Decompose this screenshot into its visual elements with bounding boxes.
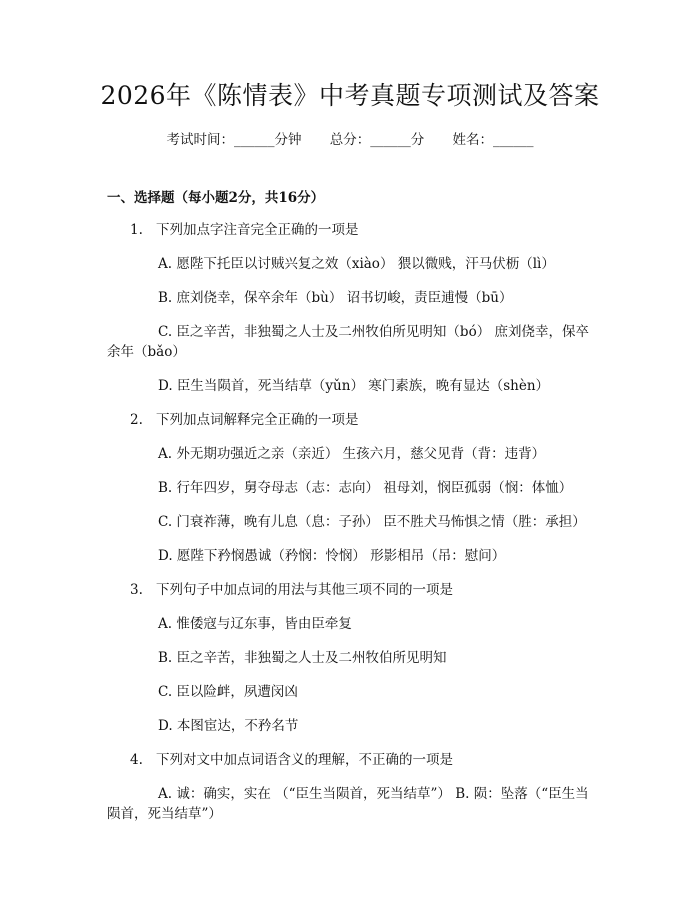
question-number: 4. xyxy=(130,752,143,768)
question-option: A. 愿陛下托臣以讨贼兴复之效（xiào） 猥以微贱，汗马伏枥（lì） xyxy=(158,256,555,272)
question-text: 下列加点词解释完全正确的一项是 xyxy=(156,412,359,428)
exam-time-field: 考试时间：______分钟 xyxy=(166,132,302,148)
question-option: C. 臣之辛苦，非独蜀之人士及二州牧伯所见明知（bó） 庶刘侥幸，保卒余年（bǎo） xyxy=(107,324,589,360)
question-3 xyxy=(107,580,602,736)
question-stem xyxy=(107,580,602,600)
question-stem xyxy=(107,220,602,240)
exam-meta xyxy=(0,130,700,150)
question-option: C. 臣以险衅，夙遭闵凶 xyxy=(158,684,298,700)
section-heading: 一、选择题（每小题2分，共16分） xyxy=(107,190,325,206)
question-option: B. 庶刘侥幸，保卒余年（bù） 诏书切峻，责臣逋慢（bū） xyxy=(158,290,513,306)
question-4 xyxy=(107,750,602,824)
question-text: 下列对文中加点词语含义的理解，不正确的一项是 xyxy=(156,752,453,768)
question-text: 下列句子中加点词的用法与其他三项不同的一项是 xyxy=(156,582,453,598)
question-number: 1. xyxy=(130,222,143,238)
question-option: B. 臣之辛苦，非独蜀之人士及二州牧伯所见明知 xyxy=(158,650,447,666)
student-name-field: 姓名：______ xyxy=(452,132,534,148)
question-1 xyxy=(107,220,602,396)
total-score-field: 总分：______分 xyxy=(329,132,425,148)
question-2 xyxy=(107,410,602,566)
question-stem xyxy=(107,750,602,770)
question-option: A. 外无期功强近之亲（亲近） 生孩六月，慈父见背（背：违背） xyxy=(158,446,546,462)
question-text: 下列加点字注音完全正确的一项是 xyxy=(156,222,359,238)
question-option: A. 诚：确实，实在 （“臣生当陨首，死当结草”） B. 陨：坠落（“臣生当陨首，死当结草”） xyxy=(107,786,589,822)
question-stem xyxy=(107,410,602,430)
document-title: 2026年《陈情表》中考真题专项测试及答案 xyxy=(100,81,600,110)
question-option: C. 门衰祚薄，晚有儿息（息：子孙） 臣不胜犬马怖惧之情（胜：承担） xyxy=(158,514,586,530)
question-option: D. 本图宦达，不矜名节 xyxy=(158,718,299,734)
question-option: A. 惟倭寇与辽东事，皆由臣牵复 xyxy=(158,616,352,632)
question-option: B. 行年四岁，舅夺母志（志：志向） 祖母刘，悯臣孤弱（悯：体恤） xyxy=(158,480,573,496)
question-number: 3. xyxy=(130,582,143,598)
question-list xyxy=(107,220,602,838)
question-option: D. 臣生当陨首，死当结草（yǔn） 寒门素族，晚有显达（shèn） xyxy=(158,378,550,394)
question-option: D. 愿陛下矜悯愚诚（矜悯：怜悯） 形影相吊（吊：慰问） xyxy=(158,548,506,564)
question-number: 2. xyxy=(130,412,143,428)
